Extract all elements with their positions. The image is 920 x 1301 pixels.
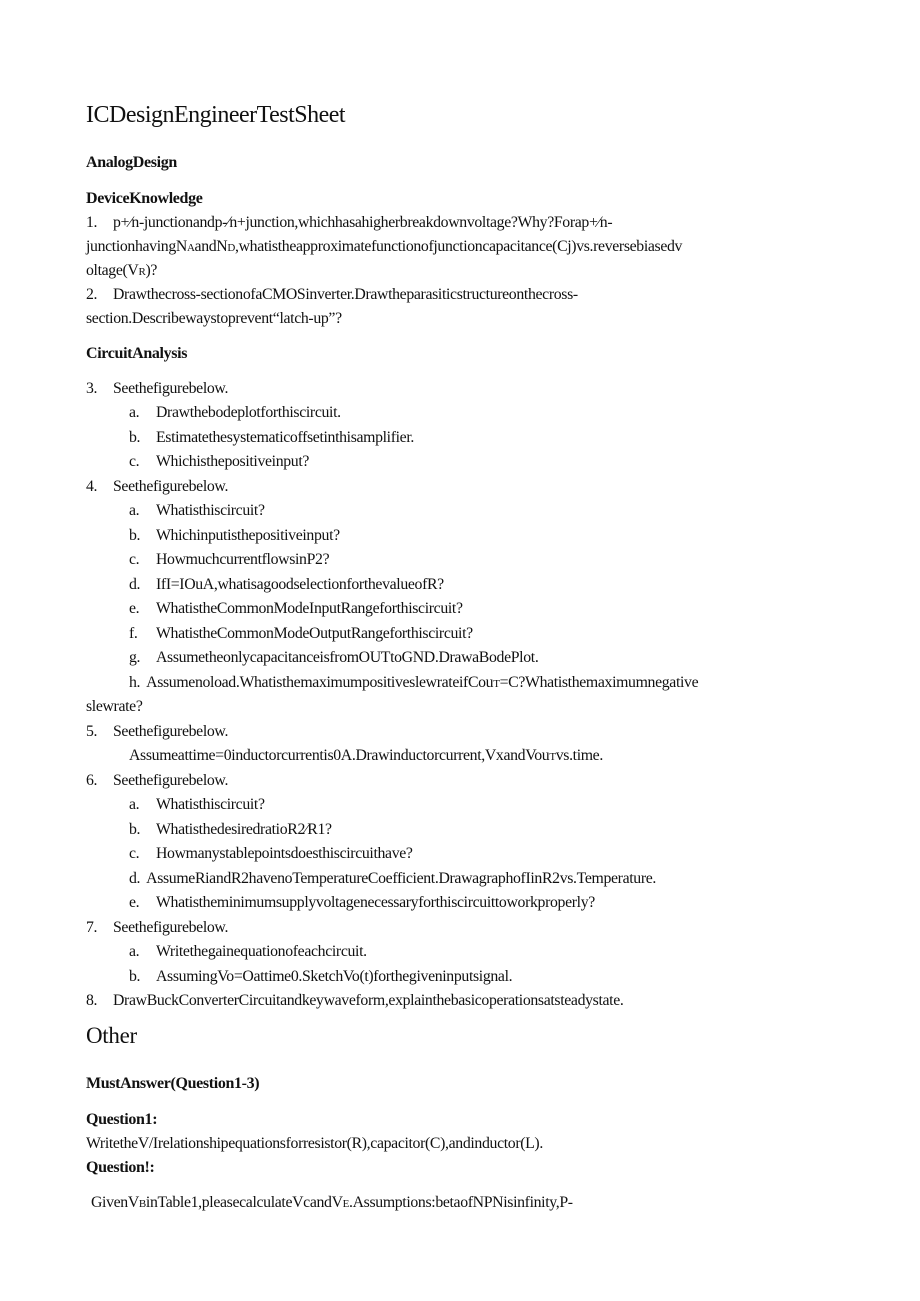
question-4e: e. WhatistheCommonModeInputRangeforthiscircuit?	[129, 600, 463, 617]
question-3b: b. Estimatethesystematicoffsetinthisamplifier.	[129, 429, 414, 446]
question-1-line-2: junctionhavingNAandND,whatistheapproximatefunctionofjunctioncapacitance(Cj)vs.reversebiasedv	[86, 238, 683, 255]
analog-design-heading: AnalogDesign	[86, 154, 177, 171]
question-2-line-2: section.Describewaystoprevent“latch-up”?	[86, 310, 342, 327]
question-4b: b. Whichinputisthepositiveinput?	[129, 527, 340, 544]
question-3c: c. Whichisthepositiveinput?	[129, 453, 310, 470]
other-heading: Other	[86, 1023, 137, 1048]
question1-label: Question1:	[86, 1111, 158, 1128]
question1-text: WritetheV/Irelationshipequationsforresistor(R),capacitor(C),andinductor(L).	[86, 1135, 543, 1152]
question2-text: GivenVBinTable1,pleasecalculateVcandVE.Assumptions:betaofNPNisinfinity,P-	[91, 1194, 573, 1211]
question-6a: a. Whatisthiscircuit?	[129, 796, 265, 813]
question-6c: c. Howmanystablepointsdoesthiscircuithave?	[129, 845, 413, 862]
question-4c: c. HowmuchcurrentflowsinP2?	[129, 551, 330, 568]
circuit-analysis-heading: CircuitAnalysis	[86, 345, 188, 362]
device-knowledge-heading: DeviceKnowledge	[86, 190, 203, 207]
question-8: 8. DrawBuckConverterCircuitandkeywaveform,explainthebasicoperationsatsteadystate.	[86, 992, 624, 1009]
question-5: 5. Seethefigurebelow.	[86, 723, 229, 740]
question-4h-line-1: h. Assumenoload.WhatisthemaximumpositiveslewrateifCouT=C?Whatisthemaximumnegative	[129, 674, 699, 691]
document-title: ICDesignEngineerTestSheet	[86, 102, 346, 128]
must-answer-heading: MustAnswer(Question1-3)	[86, 1075, 260, 1092]
question-7a: a. Writethegainequationofeachcircuit.	[129, 943, 367, 960]
question-1-number: 1.	[86, 214, 98, 231]
question-4a: a. Whatisthiscircuit?	[129, 502, 265, 519]
question-6d: d. AssumeRiandR2havenoTemperatureCoefficient.DrawagraphofIinR2vs.Temperature.	[129, 870, 656, 887]
question-5-detail: Assumeattime=0inductorcurrentis0A.Drawinductorcurrent,VxandVouTvs.time.	[129, 747, 603, 764]
question-6b: b. WhatisthedesiredratioR2⁄R1?	[129, 821, 332, 838]
question-7b: b. AssumingVo=Oattime0.SketchVo(t)forthegiveninputsignal.	[129, 968, 513, 985]
question-1-line-3: oltage(VR)?	[86, 262, 158, 279]
question-4f: f. WhatistheCommonModeOutputRangeforthiscircuit?	[129, 625, 473, 642]
question-6e: e. Whatistheminimumsupplyvoltagenecessaryforthiscircuittoworkproperly?	[129, 894, 595, 911]
question-4d: d. IfI=IOuA,whatisagoodselectionforthevalueofR?	[129, 576, 444, 593]
question2-label: Question!:	[86, 1159, 155, 1176]
question-6: 6. Seethefigurebelow.	[86, 772, 229, 789]
question-2-line-1: 2. Drawthecross-sectionofaCMOSinverter.Drawtheparasiticstructureonthecross-	[86, 286, 578, 303]
question-1-line-1: 1. p+⁄n-junctionandp-⁄n+junction,whichhasahigherbreakdownvoltage?Why?Forap+⁄n-	[86, 214, 613, 231]
question-3: 3. Seethefigurebelow.	[86, 380, 229, 397]
question-4g: g. AssumetheonlycapacitanceisfromOUTtoGND.DrawaBodePlot.	[129, 649, 539, 666]
question-7: 7. Seethefigurebelow.	[86, 919, 229, 936]
question-3a: a. Drawthebodeplotforthiscircuit.	[129, 404, 341, 421]
question-4: 4. Seethefigurebelow.	[86, 478, 229, 495]
question-4h-line-2: slewrate?	[86, 698, 143, 715]
question-2-number: 2.	[86, 286, 98, 303]
